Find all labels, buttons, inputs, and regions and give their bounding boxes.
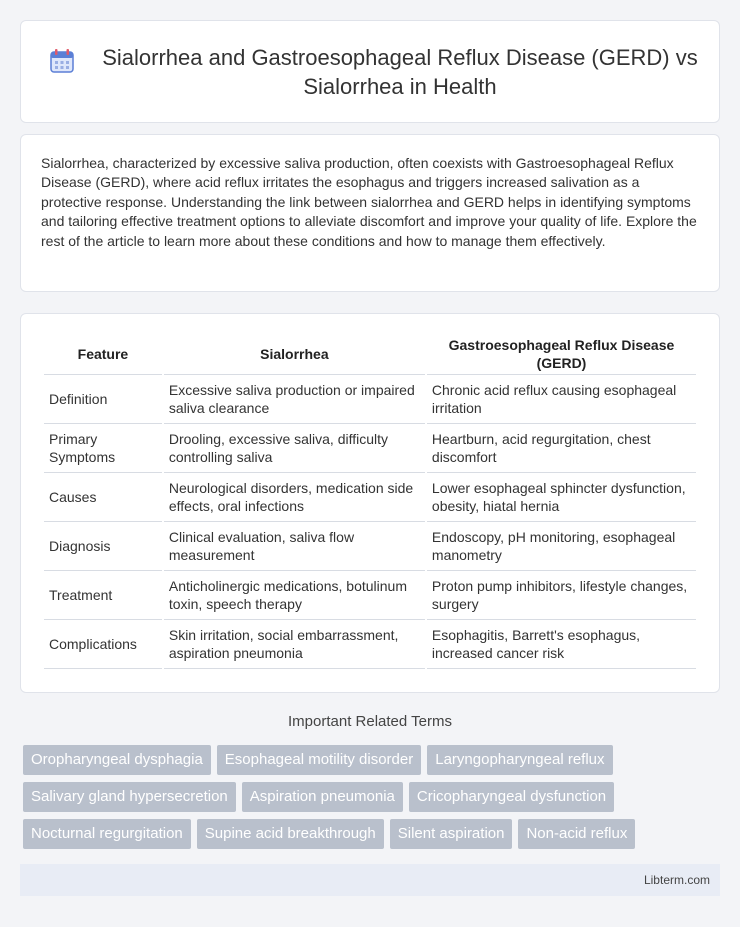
row-sialorrhea: Excessive saliva production or impaired saliva clearance <box>164 375 425 424</box>
related-terms-heading: Important Related Terms <box>288 713 452 730</box>
header-gerd: Gastroesophageal Reflux Disease (GERD) <box>427 333 696 375</box>
term-chip[interactable]: Oropharyngeal dysphagia <box>23 745 211 775</box>
table-row <box>44 375 696 424</box>
table-row <box>44 620 696 669</box>
comparison-table <box>42 333 698 669</box>
footer-brand-link[interactable]: Libterm.com <box>643 873 710 887</box>
term-chip[interactable]: Nocturnal regurgitation <box>23 819 191 849</box>
term-chip[interactable]: Silent aspiration <box>390 819 513 849</box>
footer <box>20 864 720 896</box>
intro-text: Sialorrhea, characterized by excessive saliva production, often coexists with Gastroesophageal Reflux Disease (GERD), where acid reflux irritates the esophagus and triggers increased salivation as a protective response. Understanding the link between sialorrhea and GERD helps in identifying symptoms and tailoring effective treatment options to alleviate discomfort and improve your quality of life. Explore the rest of the article to learn more about these conditions and how to manage them effectively. <box>41 155 697 249</box>
row-feature: Definition <box>44 375 162 424</box>
calendar-icon <box>49 48 75 74</box>
table-row <box>44 424 696 473</box>
header-feature: Feature <box>44 333 162 375</box>
page-title: Sialorrhea and Gastroesophageal Reflux Disease (GERD) vs Sialorrhea in Health <box>102 45 698 99</box>
term-chip[interactable]: Aspiration pneumonia <box>242 782 403 812</box>
title-card <box>20 20 720 123</box>
row-feature: Diagnosis <box>44 522 162 571</box>
intro-card <box>20 134 720 292</box>
row-feature: Causes <box>44 473 162 522</box>
row-gerd: Esophagitis, Barrett's esophagus, increased cancer risk <box>427 620 696 669</box>
term-chip[interactable]: Supine acid breakthrough <box>197 819 384 849</box>
term-chip[interactable]: Esophageal motility disorder <box>217 745 421 775</box>
comparison-table-card <box>20 313 720 693</box>
related-terms-list <box>23 745 703 849</box>
header-sialorrhea: Sialorrhea <box>164 333 425 375</box>
table-row <box>44 522 696 571</box>
row-sialorrhea: Clinical evaluation, saliva flow measurement <box>164 522 425 571</box>
row-gerd: Lower esophageal sphincter dysfunction, obesity, hiatal hernia <box>427 473 696 522</box>
row-gerd: Proton pump inhibitors, lifestyle changes, surgery <box>427 571 696 620</box>
row-gerd: Chronic acid reflux causing esophageal irritation <box>427 375 696 424</box>
row-sialorrhea: Neurological disorders, medication side effects, oral infections <box>164 473 425 522</box>
row-feature: Complications <box>44 620 162 669</box>
row-sialorrhea: Anticholinergic medications, botulinum toxin, speech therapy <box>164 571 425 620</box>
table-header-row <box>44 333 696 375</box>
table-row <box>44 473 696 522</box>
row-gerd: Endoscopy, pH monitoring, esophageal manometry <box>427 522 696 571</box>
term-chip[interactable]: Non-acid reflux <box>518 819 635 849</box>
row-sialorrhea: Drooling, excessive saliva, difficulty controlling saliva <box>164 424 425 473</box>
row-feature: Treatment <box>44 571 162 620</box>
row-sialorrhea: Skin irritation, social embarrassment, aspiration pneumonia <box>164 620 425 669</box>
row-gerd: Heartburn, acid regurgitation, chest discomfort <box>427 424 696 473</box>
term-chip[interactable]: Laryngopharyngeal reflux <box>427 745 612 775</box>
term-chip[interactable]: Cricopharyngeal dysfunction <box>409 782 614 812</box>
row-feature: Primary Symptoms <box>44 424 162 473</box>
term-chip[interactable]: Salivary gland hypersecretion <box>23 782 236 812</box>
table-row <box>44 571 696 620</box>
